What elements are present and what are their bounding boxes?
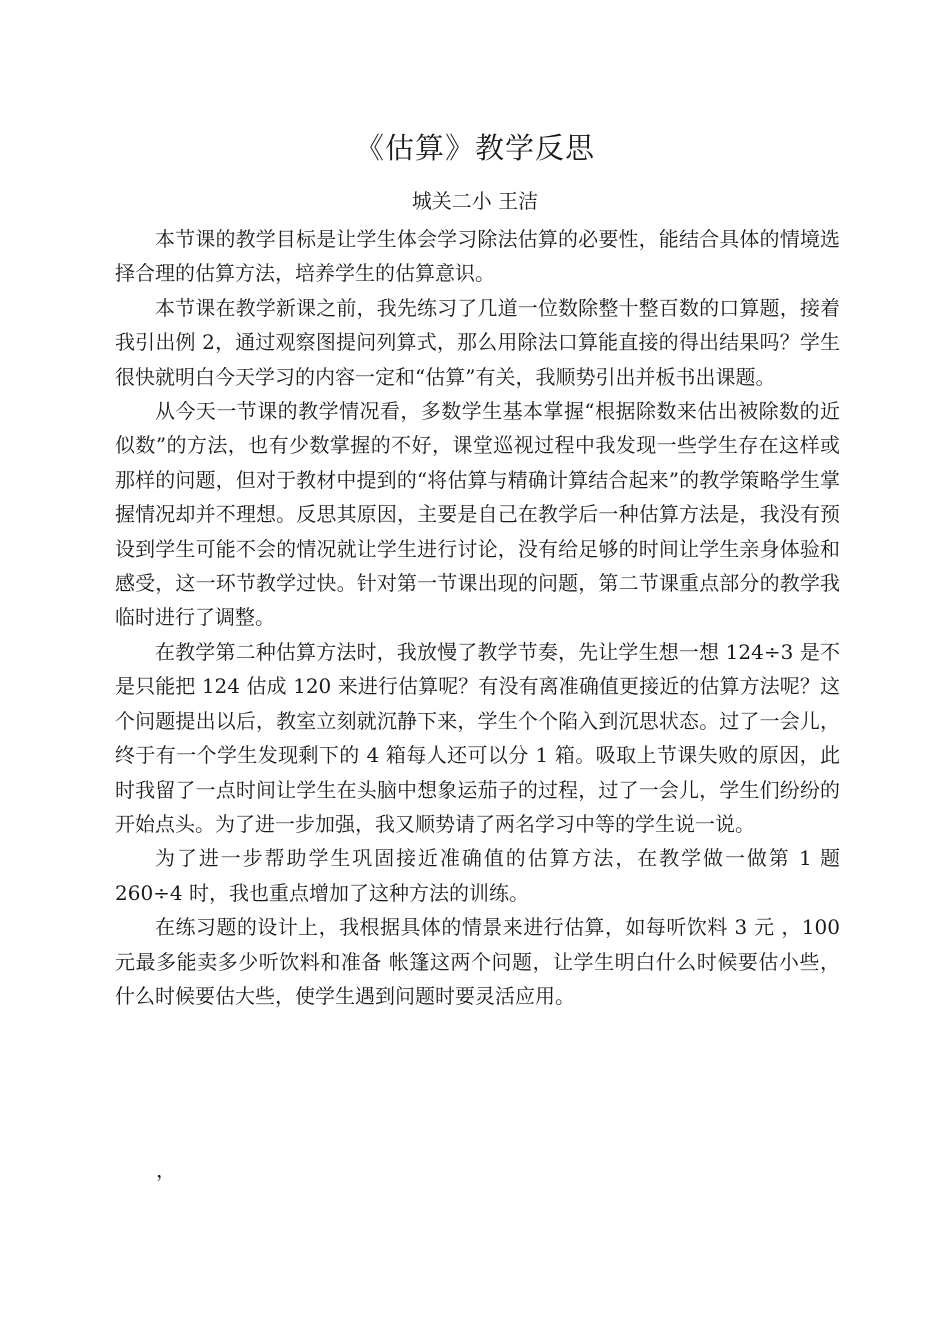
paragraph-3: 从今天一节课的教学情况看，多数学生基本掌握“根据除数来估出被除数的近似数”的方法，也有少数掌握的不好，课堂巡视过程中我发现一些学生存在这样或那样的问题，但对于教材中提到的“将估算与精确计算结合起来”的教学策略学生掌握情况却并不理想。反思其原因，主要是自己在教学后一种估算方法是，我没有预设到学生可能不会的情况就让学生进行讨论，没有给足够的时间让学生亲身体验和感受，这一环节教学过快。针对第一节课出现的问题，第二节课重点部分的教学我临时进行了调整。 xyxy=(115,399,840,630)
trailing-comma: ， xyxy=(156,1158,176,1182)
paragraph-4: 在教学第二种估算方法时，我放慢了教学节奏，先让学生想一想 124÷3 是不是只能把 124 估成 120 来进行估算呢？有没有离准确值更接近的估算方法呢？这个问题提出以后，教室立刻就沉静下来，学生个个陷入到沉思状态。过了一会儿，终于有一个学生发现剩下的 4 箱每人还可以分 1 箱。吸取上节课失败的原因，此时我留了一点时间让学生在头脑中想象运茄子的过程，过了一会儿，学生们纷纷的开始点头。为了进一步加强，我又顺势请了两名学习中等的学生说一说。 xyxy=(115,639,840,836)
document-author: 城关二小 王洁 xyxy=(411,189,539,213)
paragraph-5: 为了进一步帮助学生巩固接近准确值的估算方法，在教学做一做第 1 题 260÷4 时，我也重点增加了这种方法的训练。 xyxy=(115,846,840,905)
document-body xyxy=(115,222,840,1013)
document-title: 《估算》教学反思 xyxy=(354,131,595,165)
paragraph-6: 在练习题的设计上，我根据具体的情景来进行估算，如每听饮料 3 元 ，100 元最多能卖多少听饮料和准备 帐篷这两个问题，让学生明白什么时候要估小些，什么时候要估大些，使学生遇到问题时要灵活应用。 xyxy=(115,915,840,1008)
paragraph-1: 本节课的教学目标是让学生体会学习除法估算的必要性，能结合具体的情境选择合理的估算方法，培养学生的估算意识。 xyxy=(115,227,840,286)
paragraph-2: 本节课在教学新课之前，我先练习了几道一位数除整十整百数的口算题，接着我引出例 2，通过观察图提问列算式，那么用除法口算能直接的得出结果吗？学生很快就明白今天学习的内容一定和“估算”有关，我顺势引出并板书出课题。 xyxy=(115,295,840,389)
